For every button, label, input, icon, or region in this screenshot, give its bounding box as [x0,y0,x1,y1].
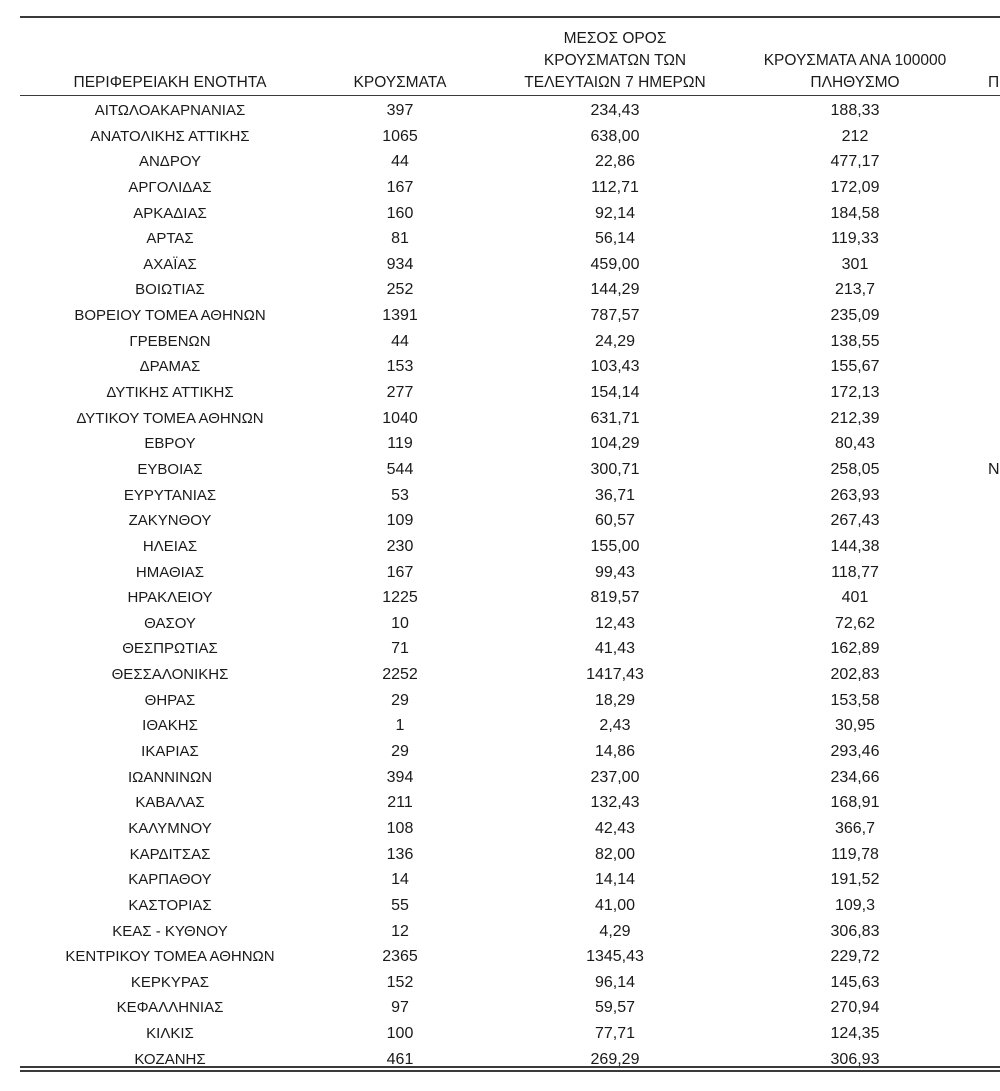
region-cell: ΚΙΛΚΙΣ [146,1025,194,1043]
region-cell: ΒΟΡΕΙΟΥ ΤΟΜΕΑ ΑΘΗΝΩΝ [74,307,266,325]
cases-per-100k-cell: 118,77 [831,563,879,581]
cases-per-100k-cell: 306,83 [830,922,880,940]
header-line: ΜΕΣΟΣ ΟΡΟΣ [563,30,667,47]
extra-cell [988,560,1000,586]
extra-cell [988,662,1000,688]
extra-cell [988,816,1000,842]
avg-7-days-cell: 42,43 [594,819,636,837]
region-cell: ΚΕΦΑΛΛΗΝΙΑΣ [116,999,224,1017]
table-row [20,842,1000,868]
region-cell: ΓΡΕΒΕΝΩΝ [129,332,211,350]
avg-7-days-cell: 112,71 [591,178,639,196]
avg-7-days-cell: 18,29 [594,691,636,709]
avg-7-days-cell: 300,71 [590,460,640,478]
extra-cell [988,406,1000,432]
region-cell: ΚΕΑΣ - ΚΥΘΝΟΥ [112,922,228,940]
cases-per-100k-cell: 80,43 [834,435,876,453]
cases-cell: 53 [391,486,409,504]
table-row [20,534,1000,560]
cases-cell: 461 [386,1050,414,1068]
cases-cell: 136 [386,845,414,863]
table-row [20,585,1000,611]
region-cell: ΘΑΣΟΥ [144,614,196,632]
extra-cell [988,585,1000,611]
cases-per-100k-cell: 155,67 [830,358,880,376]
table-row [20,277,1000,303]
avg-7-days-cell: 36,71 [594,486,636,504]
avg-7-days-cell: 237,00 [590,768,640,786]
cases-per-100k-cell: 258,05 [830,460,880,478]
cases-cell: 167 [386,563,414,581]
region-cell: ΗΡΑΚΛΕΙΟΥ [127,589,213,607]
region-cell: ΙΘΑΚΗΣ [142,717,198,735]
avg-7-days-cell: 155,00 [590,537,640,555]
cases-cell: 230 [386,537,414,555]
avg-7-days-cell: 59,57 [594,999,636,1017]
table-row [20,431,1000,457]
cases-per-100k-cell: 267,43 [830,512,880,530]
region-cell: ΚΑΡΔΙΤΣΑΣ [129,845,211,863]
cases-cell: 277 [386,384,414,402]
cases-per-100k-cell: 212,39 [830,409,880,427]
cases-cell: 29 [391,691,409,709]
avg-7-days-cell: 60,57 [594,512,636,530]
cases-per-100k-cell: 270,94 [830,999,880,1017]
region-cell: ΒΟΙΩΤΙΑΣ [135,281,205,299]
table-row [20,483,1000,509]
cases-cell: 211 [387,794,413,812]
header-cases-per-100k [740,50,970,94]
table-row [20,662,1000,688]
cases-per-100k-cell: 188,33 [830,102,880,119]
region-cell: ΗΜΑΘΙΑΣ [135,563,205,581]
cases-cell: 544 [386,460,414,478]
avg-7-days-cell: 14,86 [594,743,636,761]
cases-cell: 100 [386,1025,414,1043]
cases-per-100k-cell: 172,09 [830,178,880,196]
avg-7-days-cell: 4,29 [599,922,631,940]
cases-cell: 29 [391,743,409,761]
cases-cell: 1225 [382,589,418,607]
avg-7-days-cell: 638,00 [590,127,640,145]
cases-cell: 10 [391,614,409,632]
table-row [20,713,1000,739]
cases-cell: 167 [386,178,414,196]
table-header [20,20,1000,96]
region-cell: ΗΛΕΙΑΣ [142,537,198,555]
avg-7-days-cell: 99,43 [594,563,636,581]
header-region [20,72,320,94]
cases-per-100k-cell: 366,7 [834,819,876,837]
cases-per-100k-cell: 172,13 [830,384,880,402]
header-line: ΠΕΡΙΦΕΡΕΙΑΚΗ ΕΝΟΤΗΤΑ [73,74,267,91]
region-cell: ΙΚΑΡΙΑΣ [141,743,199,761]
avg-7-days-cell: 41,00 [594,896,636,914]
cases-per-100k-cell: 301 [841,255,869,273]
avg-7-days-cell: 22,86 [594,153,636,171]
avg-7-days-cell: 82,00 [594,845,636,863]
extra-cell [988,970,1000,996]
region-cell: ΚΑΣΤΟΡΙΑΣ [128,896,212,914]
cases-cell: 71 [391,640,409,658]
cases-cell: 108 [386,819,414,837]
extra-cell [988,739,1000,765]
extra-cell [988,688,1000,714]
table-row [20,380,1000,406]
header-line: Π [988,74,1000,91]
extra-cell [988,431,1000,457]
cases-cell: 2365 [382,948,418,966]
avg-7-days-cell: 459,00 [590,255,640,273]
table-row [20,944,1000,970]
table-row [20,354,1000,380]
cases-per-100k-cell: 191,52 [830,871,880,889]
header-cases [325,72,475,94]
region-cell: ΘΕΣΣΑΛΟΝΙΚΗΣ [111,666,229,684]
extra-cell [988,277,1000,303]
table-row [20,739,1000,765]
avg-7-days-cell: 104,29 [590,435,640,453]
cases-per-100k-cell: 119,78 [831,845,879,863]
region-cell: ΔΥΤΙΚΟΥ ΤΟΜΕΑ ΑΘΗΝΩΝ [76,409,264,427]
cases-per-100k-cell: 145,63 [830,973,880,991]
region-cell: ΕΥΒΟΙΑΣ [137,460,203,478]
cases-cell: 1040 [382,409,418,427]
cases-per-100k-cell: 235,09 [830,307,880,325]
table-row [20,688,1000,714]
avg-7-days-cell: 24,29 [594,332,636,350]
avg-7-days-cell: 819,57 [590,589,640,607]
region-cell: ΑΡΓΟΛΙΔΑΣ [128,178,212,196]
table-row [20,175,1000,201]
header-avg-7-days [505,28,725,94]
cases-per-100k-cell: 263,93 [830,486,880,504]
header-line: ΤΕΛΕΥΤΑΙΩΝ 7 ΗΜΕΡΩΝ [524,74,706,91]
table-row [20,790,1000,816]
cases-per-100k-cell: 153,58 [830,691,880,709]
table-row [20,867,1000,893]
extra-cell [988,380,1000,406]
table-body [20,98,1000,1072]
cases-per-100k-cell: 234,66 [830,768,880,786]
header-line: ΚΡΟΥΣΜΑΤΩΝ ΤΩΝ [543,52,687,69]
cases-cell: 934 [386,255,414,273]
region-cell: ΘΕΣΠΡΩΤΙΑΣ [122,640,218,658]
extra-cell [988,124,1000,150]
avg-7-days-cell: 12,43 [594,614,636,632]
extra-cell [988,98,1000,124]
region-cell: ΚΕΡΚΥΡΑΣ [130,973,210,991]
extra-cell [988,765,1000,791]
cases-per-100k-cell: 306,93 [830,1050,880,1068]
cases-per-100k-cell: 168,91 [830,794,880,812]
header-line: ΚΡΟΥΣΜΑΤΑ ΑΝΑ 100000 [763,52,947,69]
extra-cell [988,1047,1000,1073]
cases-cell: 119 [387,435,413,453]
table-row [20,303,1000,329]
cases-per-100k-cell: 477,17 [830,153,880,171]
region-cell: ΑΡΤΑΣ [146,230,194,248]
table-row [20,611,1000,637]
table-row [20,893,1000,919]
cases-cell: 97 [391,999,409,1017]
avg-7-days-cell: 234,43 [590,102,640,119]
cases-cell: 152 [386,973,414,991]
extra-cell [988,483,1000,509]
table-row [20,406,1000,432]
extra-cell [988,175,1000,201]
header-extra-column [988,72,1000,94]
avg-7-days-cell: 1417,43 [586,666,644,684]
header-rule [20,95,1000,96]
region-cell: ΚΟΖΑΝΗΣ [134,1050,206,1068]
table-row [20,1047,1000,1073]
avg-7-days-cell: 96,14 [594,973,636,991]
avg-7-days-cell: 92,14 [594,204,636,222]
region-cell: ΑΝΑΤΟΛΙΚΗΣ ΑΤΤΙΚΗΣ [90,127,250,145]
table-row [20,816,1000,842]
cases-per-100k-cell: 138,55 [830,332,880,350]
table-row [20,252,1000,278]
table-row [20,765,1000,791]
table-row [20,970,1000,996]
avg-7-days-cell: 103,43 [590,358,640,376]
table-row [20,995,1000,1021]
table-row [20,636,1000,662]
avg-7-days-cell: 56,14 [594,230,636,248]
extra-cell [988,995,1000,1021]
avg-7-days-cell: 41,43 [594,640,636,658]
cases-per-100k-cell: 30,95 [834,717,876,735]
cases-cell: 44 [391,153,409,171]
cases-per-100k-cell: 229,72 [830,948,880,966]
cases-cell: 153 [386,358,414,376]
avg-7-days-cell: 631,71 [590,409,640,427]
extra-cell [988,713,1000,739]
region-cell: ΕΒΡΟΥ [144,435,196,453]
cases-cell: 160 [386,204,414,222]
extra-cell [988,149,1000,175]
extra-cell [988,1021,1000,1047]
cases-cell: 55 [391,896,409,914]
table-row [20,226,1000,252]
cases-cell: 44 [391,332,409,350]
extra-cell [988,201,1000,227]
extra-cell: Ν [988,460,1000,478]
extra-cell [988,252,1000,278]
table-row [20,457,1000,483]
region-cell: ΕΥΡΥΤΑΝΙΑΣ [123,486,217,504]
cases-cell: 81 [391,230,409,248]
cases-per-100k-cell: 401 [841,589,869,607]
table-row [20,919,1000,945]
extra-cell [988,354,1000,380]
cases-per-100k-cell: 293,46 [830,743,880,761]
cases-per-100k-cell: 124,35 [830,1025,880,1043]
table-row [20,149,1000,175]
cases-cell: 394 [386,768,414,786]
avg-7-days-cell: 787,57 [590,307,640,325]
avg-7-days-cell: 77,71 [594,1025,636,1043]
avg-7-days-cell: 144,29 [590,281,640,299]
extra-cell [988,919,1000,945]
table-row [20,329,1000,355]
region-cell: ΑΙΤΩΛΟΑΚΑΡΝΑΝΙΑΣ [94,102,246,119]
avg-7-days-cell: 269,29 [590,1050,640,1068]
extra-cell [988,226,1000,252]
region-cell: ΖΑΚΥΝΘΟΥ [128,512,212,530]
avg-7-days-cell: 2,43 [599,717,631,735]
header-line: ΠΛΗΘΥΣΜΟ [810,74,900,91]
avg-7-days-cell: 132,43 [590,794,640,812]
header-line: ΚΡΟΥΣΜΑΤΑ [353,74,447,91]
extra-cell [988,636,1000,662]
cases-cell: 14 [391,871,409,889]
cases-cell: 252 [386,281,414,299]
cases-cell: 12 [391,922,409,940]
region-cell: ΑΡΚΑΔΙΑΣ [133,204,207,222]
region-cell: ΙΩΑΝΝΙΝΩΝ [127,768,213,786]
table-row [20,201,1000,227]
cases-per-100k-cell: 109,3 [834,896,876,914]
cases-per-100k-cell: 213,7 [834,281,876,299]
region-cell: ΑΧΑΪΑΣ [143,255,197,273]
table-top-rule [20,16,1000,18]
cases-cell: 2252 [382,666,418,684]
table-bottom-rule-double [20,1070,1000,1072]
cases-per-100k-cell: 162,89 [830,640,880,658]
extra-cell [988,534,1000,560]
region-cell: ΘΗΡΑΣ [144,691,196,709]
extra-cell [988,944,1000,970]
table-row [20,1021,1000,1047]
cases-cell: 1 [395,717,405,735]
table-row [20,508,1000,534]
region-cell: ΔΥΤΙΚΗΣ ΑΤΤΙΚΗΣ [106,384,234,402]
cases-cell: 1065 [382,127,418,145]
cases-per-100k-cell: 202,83 [830,666,880,684]
table-row [20,124,1000,150]
avg-7-days-cell: 1345,43 [586,948,644,966]
region-cell: ΚΑΛΥΜΝΟΥ [128,819,212,837]
region-cell: ΚΑΒΑΛΑΣ [135,794,205,812]
region-cell: ΚΑΡΠΑΘΟΥ [128,871,212,889]
extra-cell [988,508,1000,534]
cases-per-100k-cell: 119,33 [831,230,879,248]
extra-cell [988,867,1000,893]
cases-per-100k-cell: 144,38 [830,537,880,555]
cases-cell: 1391 [382,307,418,325]
cases-per-100k-cell: 72,62 [834,614,876,632]
cases-cell: 397 [386,102,414,119]
extra-cell [988,329,1000,355]
avg-7-days-cell: 14,14 [594,871,636,889]
cases-per-100k-cell: 212 [841,127,869,145]
extra-cell [988,790,1000,816]
extra-cell [988,303,1000,329]
region-cell: ΔΡΑΜΑΣ [139,358,201,376]
table-row [20,560,1000,586]
cases-cell: 109 [386,512,414,530]
avg-7-days-cell: 154,14 [590,384,640,402]
region-cell: ΑΝΔΡΟΥ [138,153,202,171]
extra-cell [988,611,1000,637]
region-cell: ΚΕΝΤΡΙΚΟΥ ΤΟΜΕΑ ΑΘΗΝΩΝ [65,948,275,966]
extra-cell [988,842,1000,868]
cases-per-100k-cell: 184,58 [830,204,880,222]
extra-cell [988,893,1000,919]
table-bottom-rule [20,1066,1000,1068]
table-row [20,98,1000,124]
